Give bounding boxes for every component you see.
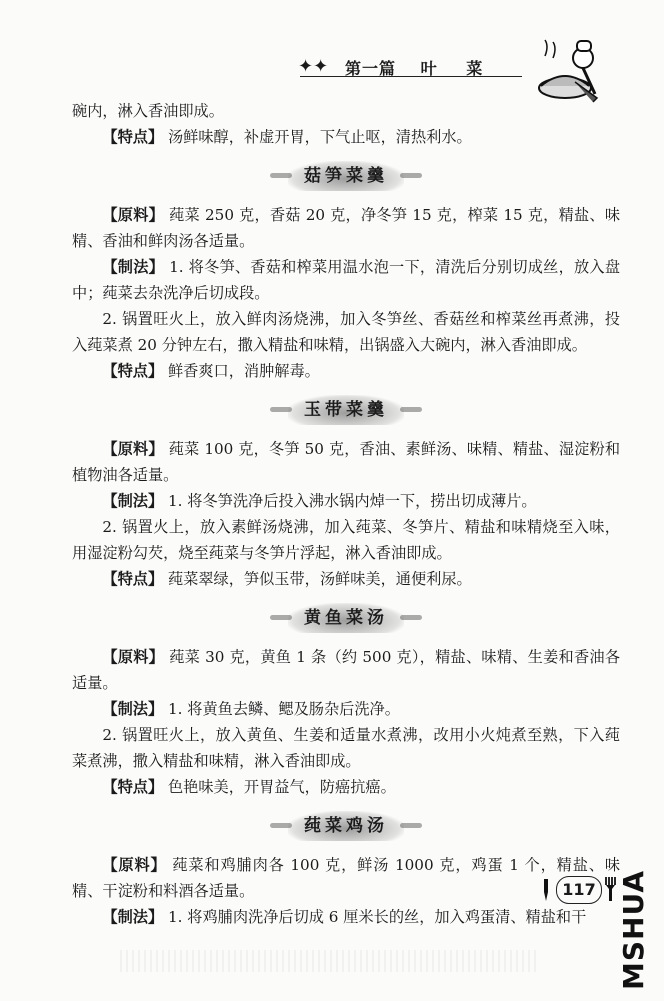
watermark: MSHUA [617, 869, 650, 990]
method-step [72, 488, 620, 514]
method-label: 【制法】 [102, 700, 164, 718]
ingredients-text: 莼菜 100 克，冬笋 50 克，香油、素鲜汤、味精、精盐、湿淀粉和植物油各适量。 [72, 440, 621, 484]
method-step [72, 696, 620, 722]
method-text: 1. 将冬笋洗净后投入沸水锅内焯一下，捞出切成薄片。 [167, 492, 537, 510]
intro-feature [72, 124, 620, 150]
feature-text: 汤鲜味醇，补虚开胃，下气止呕，清热利水。 [167, 128, 472, 146]
page-number-badge [540, 872, 620, 908]
feature-text: 莼菜翠绿，笋似玉带，汤鲜味美，通便利尿。 [167, 570, 472, 588]
page-number: 117 [556, 876, 602, 904]
method-text: 1. 将黄鱼去鳞、鳃及肠杂后洗净。 [167, 700, 400, 718]
feature [72, 774, 620, 800]
ingredients [72, 202, 620, 254]
method-label: 【制法】 [102, 492, 164, 510]
knife-icon [540, 878, 552, 902]
dish-title [72, 592, 620, 644]
recipe-content [72, 98, 620, 930]
feature [72, 566, 620, 592]
method-step [72, 904, 620, 930]
method-step: 2. 锅置火上，放入素鲜汤烧沸，加入莼菜、冬笋片、精盐和味精烧至入味，用湿淀粉勾芡，烧至莼菜与冬笋片浮起，淋入香油即成。 [72, 518, 620, 562]
method-step: 2. 锅置旺火上，放入鲜肉汤烧沸，加入冬笋丝、香菇丝和榨菜丝再煮沸，投入莼菜煮 20 分钟左右，撒入精盐和味精，出锅盛入大碗内，淋入香油即成。 [72, 310, 620, 354]
dish-title [72, 384, 620, 436]
ingredients [72, 852, 620, 904]
method-text: 1. 将鸡脯肉洗净后切成 6 厘米长的丝，加入鸡蛋清、精盐和干 [167, 908, 587, 926]
chapter-word: 叶 [420, 59, 438, 78]
dish-title [72, 150, 620, 202]
ingredients-label: 【原料】 [102, 440, 164, 458]
method-step [72, 254, 620, 306]
feature-text: 鲜香爽口，消肿解毒。 [167, 362, 320, 380]
ingredients-text: 莼菜 250 克，香菇 20 克，净冬笋 15 克，榨菜 15 克，精盐、味精、香油和鲜肉汤各适量。 [72, 206, 621, 250]
ingredients-text: 莼菜和鸡脯肉各 100 克，鲜汤 1000 克，鸡蛋 1 个，精盐、味精、干淀粉和料酒各适量。 [72, 856, 621, 900]
dish-title-banner: 黄鱼菜汤 [288, 603, 404, 633]
feature-label: 【特点】 [102, 570, 164, 588]
feature-label: 【特点】 [102, 128, 164, 146]
dish-title-banner: 玉带菜羹 [288, 395, 404, 425]
ingredients-text: 莼菜 30 克，黄鱼 1 条（约 500 克），精盐、味精、生姜和香油各适量。 [72, 648, 621, 692]
chef-pot-icon [535, 36, 605, 106]
chapter-part: 第一篇 [345, 59, 397, 78]
page-header [0, 0, 664, 110]
feature-label: 【特点】 [102, 362, 164, 380]
method-text: 1. 将冬笋、香菇和榨菜用温水泡一下，清洗后分别切成丝，放入盘中；莼菜去杂洗净后切成段。 [72, 258, 621, 302]
ingredients [72, 436, 620, 488]
ingredients-label: 【原料】 [102, 856, 167, 874]
chapter-word: 菜 [466, 59, 484, 78]
method-label: 【制法】 [102, 908, 164, 926]
scan-artifact [120, 950, 540, 972]
fork-icon [604, 876, 618, 902]
ingredients-label: 【原料】 [102, 648, 165, 666]
feature [72, 358, 620, 384]
ingredients-label: 【原料】 [102, 206, 165, 224]
feature-text: 色艳味美，开胃益气，防癌抗癌。 [167, 778, 396, 796]
method-step: 2. 锅置旺火上，放入黄鱼、生姜和适量水煮沸，改用小火炖煮至熟，下入莼菜煮沸，撒入精盐和味精，淋入香油即成。 [72, 726, 620, 770]
dish-title-banner: 莼菜鸡汤 [288, 811, 404, 841]
header-rule [300, 76, 522, 77]
dish-title [72, 800, 620, 852]
dish-title-banner: 菇笋菜羹 [288, 161, 404, 191]
ingredients [72, 644, 620, 696]
intro-line: 碗内，淋入香油即成。 [72, 102, 224, 120]
feature-label: 【特点】 [102, 778, 164, 796]
star-icon: ✦✦ [298, 56, 329, 77]
method-label: 【制法】 [102, 258, 165, 276]
